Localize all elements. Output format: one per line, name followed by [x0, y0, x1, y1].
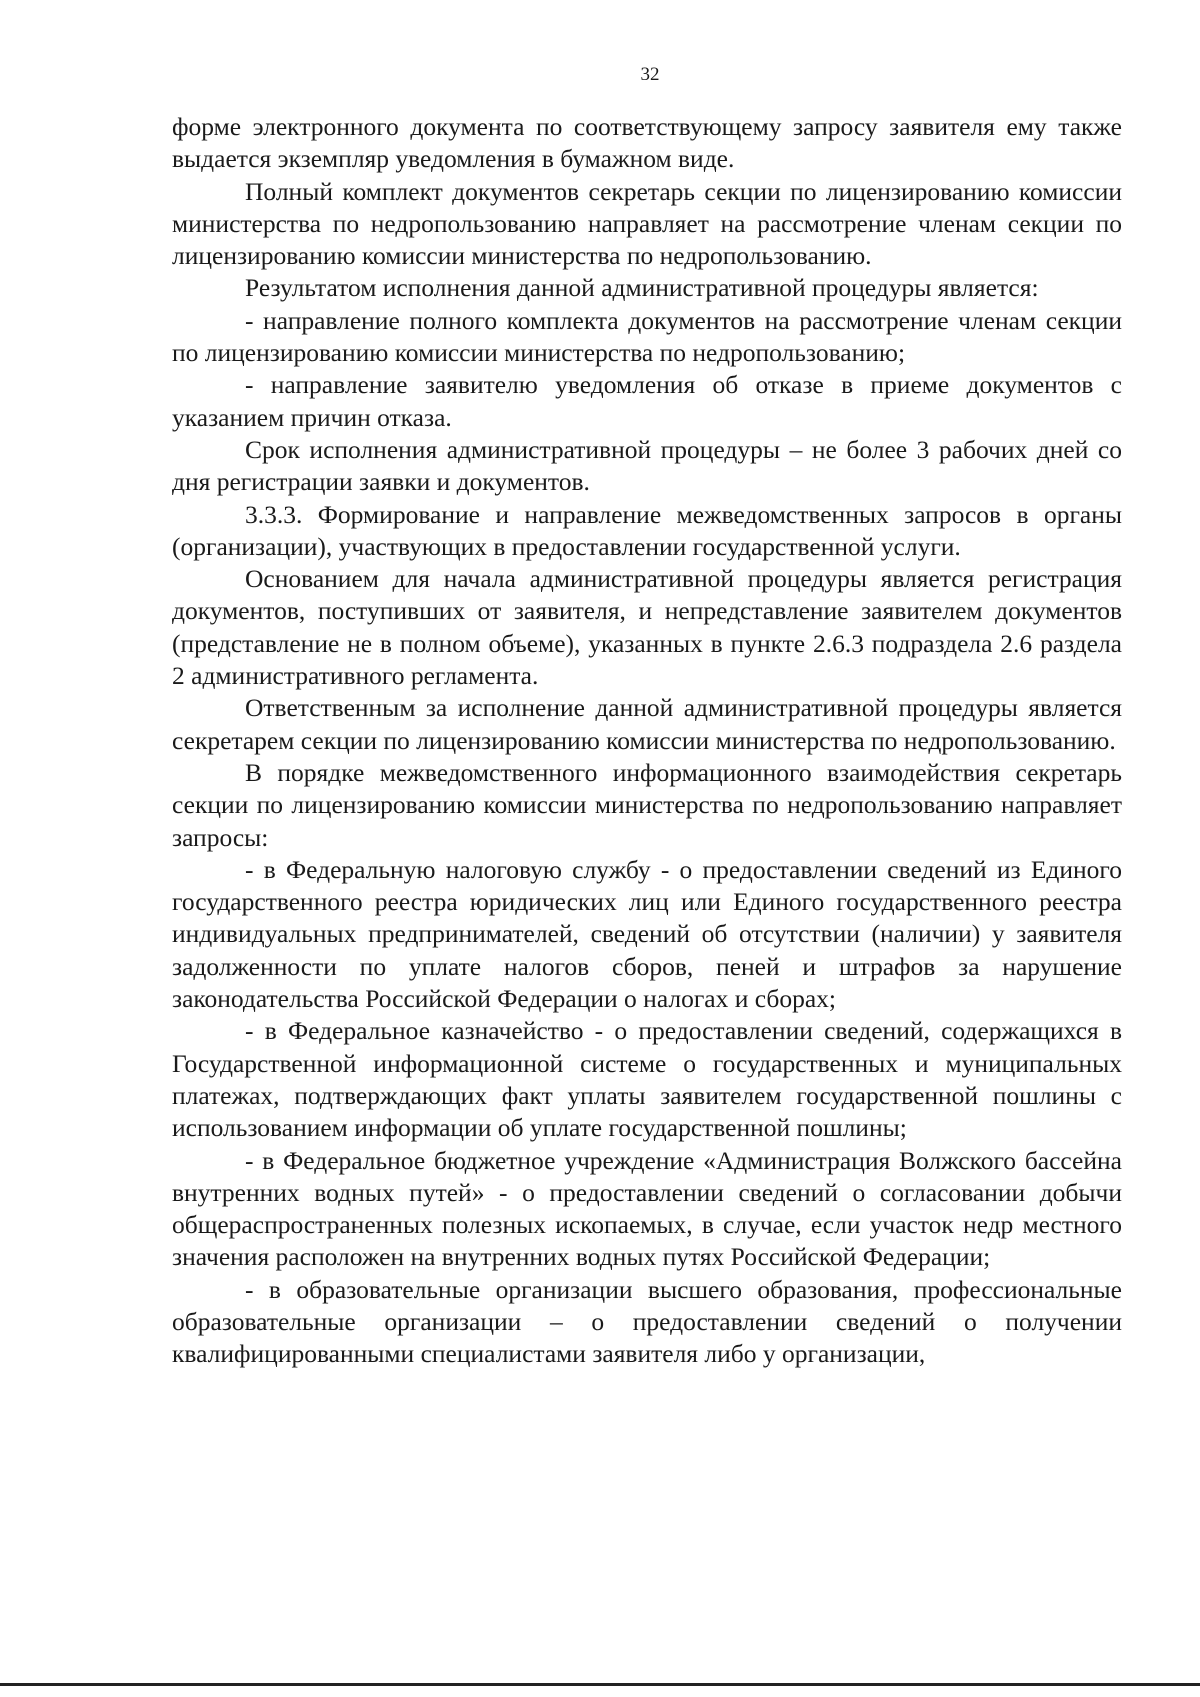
page-number: 32 [640, 64, 660, 85]
list-item-refusal-notice: - направление заявителю уведомления об отказе в приеме документов с указанием причин отказа. [172, 370, 1122, 432]
document-body [172, 111, 1122, 1371]
paragraph-deadline: Срок исполнения административной процедуры – не более 3 рабочих дней со дня регистрации заявки и документов. [172, 434, 1122, 497]
list-item-tax-service: - в Федеральную налоговую службу - о предоставлении сведений из Единого государственного реестра юридических лиц или Единого государственного реестра индивидуальных предпринимателей, сведений об отсутствии (наличии) у заявителя задолженности по уплате налогов сборов, пеней и штрафов за нарушение законодательства Российской Федерации о налогах и сборах; [172, 854, 1122, 1014]
list-item-volga-waterways: - в Федеральное бюджетное учреждение «Администрация Волжского бассейна внутренних водных путей» - о предоставлении сведений о согласовании добычи общераспространенных полезных ископаемых, в случае, если участок недр местного значения расположен на внутренних водных путях Российской Федерации; [172, 1145, 1122, 1272]
paragraph-responsible: Ответственным за исполнение данной административной процедуры является секретарем секции по лицензированию комиссии министерства по недропользованию. [172, 693, 1122, 755]
list-item-send-documents: - направление полного комплекта документов на рассмотрение членам секции по лицензированию комиссии министерства по недропользованию; [172, 305, 1122, 368]
list-item-education-orgs: - в образовательные организации высшего образования, профессиональные образовательные организации – о предоставлении сведений о получении квалифицированными специалистами заявителя либо у организации, [172, 1274, 1122, 1369]
paragraph-continuation: форме электронного документа по соответствующему запросу заявителя ему также выдается экземпляр уведомления в бумажном виде. [172, 112, 1122, 174]
section-heading-3-3-3: 3.3.3. Формирование и направление межведомственных запросов в органы (организации), участвующих в предоставлении государственной услуги. [172, 499, 1122, 561]
paragraph-interagency-requests: В порядке межведомственного информационного взаимодействия секретарь секции по лицензированию комиссии министерства по недропользованию направляет запросы: [172, 757, 1122, 852]
list-item-treasury: - в Федеральное казначейство - о предоставлении сведений, содержащихся в Государственной информационной системе о государственных и муниципальных платежах, подтверждающих факт уплаты заявителем государственной пошлины с использованием информации об уплате государственной пошлины; [172, 1016, 1122, 1143]
paragraph-procedure-result: Результатом исполнения данной административной процедуры является: [245, 273, 1039, 303]
paragraph-full-document-set: Полный комплект документов секретарь секции по лицензированию комиссии министерства по недропользованию направляет на рассмотрение членам секции по лицензированию комиссии министерства по недропользованию. [172, 176, 1122, 271]
paragraph-procedure-basis: Основанием для начала административной процедуры является регистрация документов, поступивших от заявителя, и непредставление заявителем документов (представление не в полном объеме), указанных в пункте 2.6.3 подраздела 2.6 раздела 2 административного регламента. [172, 564, 1122, 691]
scan-edge-line [0, 1683, 1200, 1686]
